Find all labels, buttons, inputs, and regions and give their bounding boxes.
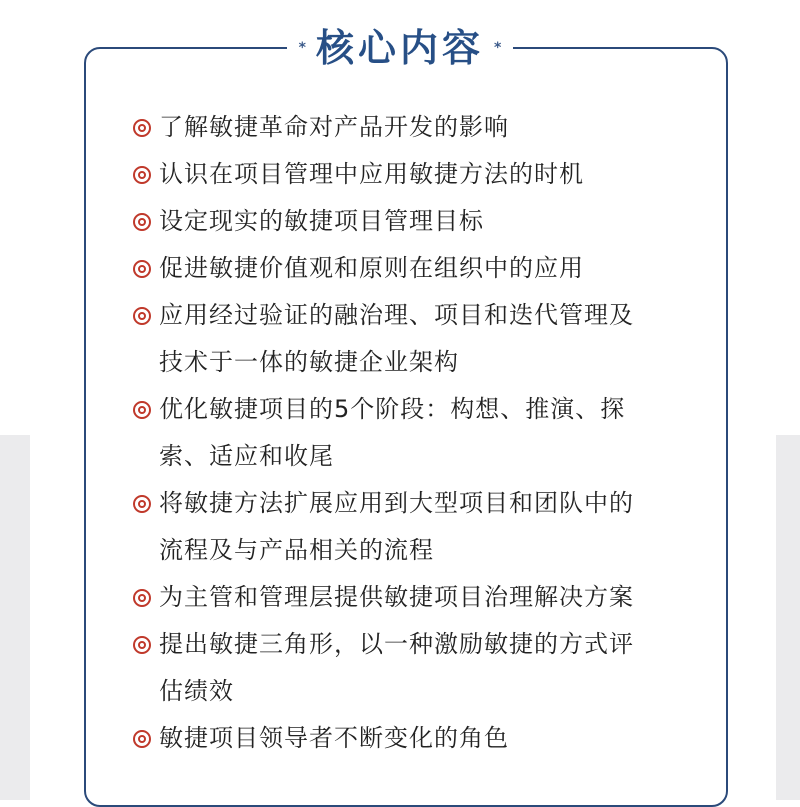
bullet-wrapper <box>133 198 159 245</box>
list-item-line: 认识在项目管理中应用敏捷方法的时机 <box>159 160 584 188</box>
list-item-line: 将敏捷方法扩展应用到大型项目和团队中的 <box>159 489 634 517</box>
list-item-text <box>159 621 713 715</box>
bullet-wrapper <box>133 151 159 198</box>
list-item-line: 为主管和管理层提供敏捷项目治理解决方案 <box>159 583 634 611</box>
list-item-line: 促进敏捷价值观和原则在组织中的应用 <box>159 254 584 282</box>
double-circle-bullet-icon <box>133 166 151 184</box>
double-circle-bullet-icon <box>133 307 151 325</box>
left-side-band <box>0 435 30 800</box>
list-item-text <box>159 480 713 574</box>
list-item <box>133 386 713 480</box>
double-circle-bullet-icon <box>133 119 151 137</box>
list-item-text <box>159 574 713 621</box>
list-item <box>133 292 713 386</box>
double-circle-bullet-icon <box>133 401 151 419</box>
double-circle-bullet-icon <box>133 495 151 513</box>
star-left-icon: * <box>298 40 306 56</box>
page-title: 核心内容 <box>315 25 484 70</box>
list-item <box>133 104 713 151</box>
list-item <box>133 480 713 574</box>
list-item <box>133 245 713 292</box>
bullet-wrapper <box>133 621 159 668</box>
list-item-text <box>159 245 713 292</box>
list-item-line: 优化敏捷项目的5个阶段：构想、推演、探 <box>159 395 626 423</box>
double-circle-bullet-icon <box>133 730 151 748</box>
list-item-line: 设定现实的敏捷项目管理目标 <box>159 207 484 235</box>
double-circle-bullet-icon <box>133 213 151 231</box>
list-item <box>133 574 713 621</box>
bullet-wrapper <box>133 480 159 527</box>
content-list <box>133 104 713 762</box>
bullet-wrapper <box>133 292 159 339</box>
list-item-text <box>159 104 713 151</box>
star-right-icon: * <box>494 40 502 56</box>
list-item-text <box>159 292 713 386</box>
list-item-line: 索、适应和收尾 <box>159 442 334 470</box>
list-item <box>133 715 713 762</box>
list-item <box>133 151 713 198</box>
list-item-text <box>159 151 713 198</box>
bullet-wrapper <box>133 104 159 151</box>
bullet-wrapper <box>133 245 159 292</box>
right-side-band <box>776 435 800 800</box>
double-circle-bullet-icon <box>133 636 151 654</box>
title-bar <box>0 18 800 78</box>
title-box <box>287 18 514 78</box>
list-item-line: 流程及与产品相关的流程 <box>159 536 434 564</box>
list-item-line: 了解敏捷革命对产品开发的影响 <box>159 113 509 141</box>
double-circle-bullet-icon <box>133 589 151 607</box>
list-item <box>133 198 713 245</box>
list-item-line: 应用经过验证的融治理、项目和迭代管理及 <box>159 301 634 329</box>
list-item-line: 提出敏捷三角形，以一种激励敏捷的方式评 <box>159 630 634 658</box>
list-item-line: 敏捷项目领导者不断变化的角色 <box>159 724 509 752</box>
double-circle-bullet-icon <box>133 260 151 278</box>
bullet-wrapper <box>133 574 159 621</box>
list-item-text <box>159 198 713 245</box>
list-item <box>133 621 713 715</box>
list-item-text <box>159 386 713 480</box>
list-item-line: 估绩效 <box>159 677 234 705</box>
bullet-wrapper <box>133 386 159 433</box>
bullet-wrapper <box>133 715 159 762</box>
list-item-text <box>159 715 713 762</box>
list-item-line: 技术于一体的敏捷企业架构 <box>159 348 459 376</box>
